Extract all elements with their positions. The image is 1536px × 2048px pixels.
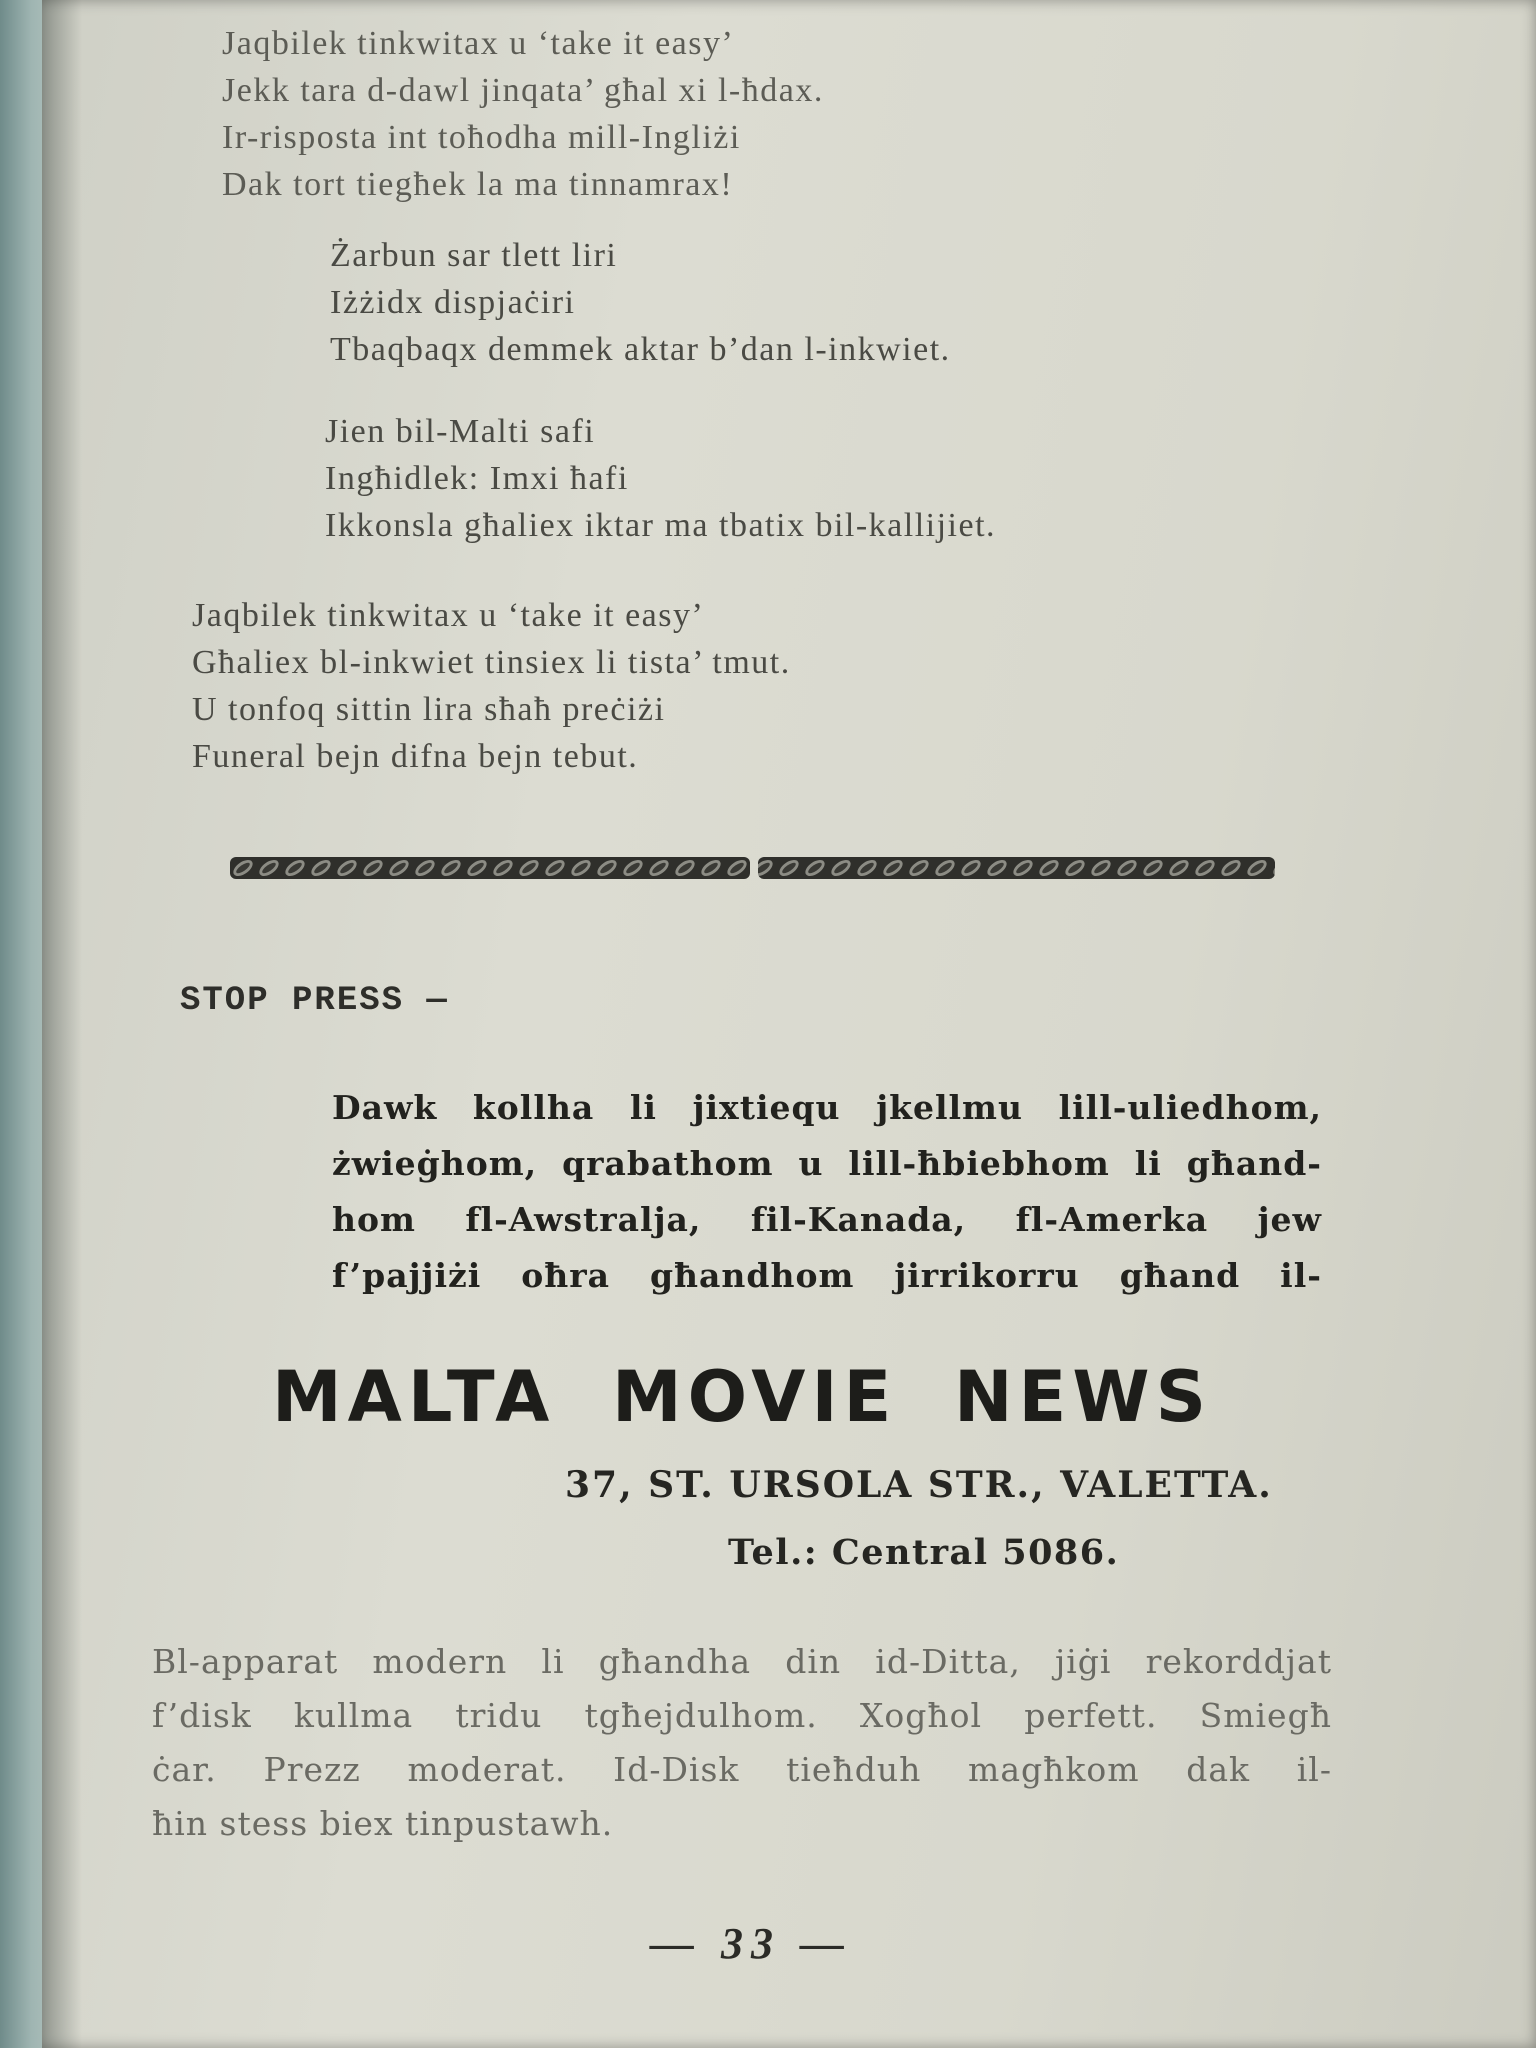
stop-press-heading: STOP PRESS — xyxy=(180,982,449,1020)
word: Dawk xyxy=(332,1088,438,1127)
advert-address: 37, ST. URSOLA STR., VALETTA. xyxy=(565,1464,1273,1506)
poem-stanza-3 xyxy=(325,408,996,549)
word: qrabathom xyxy=(562,1144,774,1183)
word: rekorddjat xyxy=(1145,1642,1332,1681)
poem-line: Ingħidlek: Imxi ħafi xyxy=(325,460,629,497)
word: tieħduh xyxy=(786,1750,922,1789)
word: għandha xyxy=(598,1642,752,1681)
stop-press-line xyxy=(332,1248,1322,1304)
page-number: — 33 — xyxy=(650,1919,852,1968)
word: moderat. xyxy=(407,1750,567,1789)
word: oħra xyxy=(521,1256,610,1295)
poem-line: Jaqbilek tinkwitax u ‘take it easy’ xyxy=(222,25,735,62)
poem-line: Ikkonsla għaliex iktar ma tbatix bil-kallijiet. xyxy=(325,507,997,544)
word: ħin stess biex tinpustawh. xyxy=(152,1804,614,1843)
word: għand- xyxy=(1186,1144,1322,1183)
poem-stanza-2 xyxy=(330,232,951,373)
word: lill-ħbiebhom xyxy=(848,1144,1110,1183)
poem-line: Tbaqbaqx demmek aktar b’dan l-inkwiet. xyxy=(330,331,951,368)
masthead-word: NEWS xyxy=(953,1356,1212,1438)
word: żwieġhom, xyxy=(332,1144,538,1183)
word: Bl-apparat xyxy=(152,1642,339,1681)
word: f’disk xyxy=(152,1696,252,1735)
word: kullma xyxy=(293,1696,414,1735)
word: dak xyxy=(1186,1750,1251,1789)
ornamental-rope-divider xyxy=(230,855,1275,881)
word: Smiegħ xyxy=(1199,1696,1332,1735)
word: u xyxy=(798,1144,824,1183)
word: jirrikorru xyxy=(894,1256,1080,1295)
poem-line: U tonfoq sittin lira sħaħ preċiżi xyxy=(192,691,666,728)
word: jixtiequ xyxy=(692,1088,841,1127)
stop-press-line xyxy=(332,1080,1322,1136)
word: il- xyxy=(1280,1256,1322,1295)
stop-press-line xyxy=(332,1136,1322,1192)
advert-line xyxy=(152,1743,1332,1797)
word: fl-Amerka xyxy=(1015,1200,1209,1239)
word: għand xyxy=(1119,1256,1241,1295)
word: ċar. xyxy=(152,1750,217,1789)
word: hom xyxy=(332,1200,416,1239)
advert-line xyxy=(152,1635,1332,1689)
word: kollha xyxy=(472,1088,595,1127)
word: jiġi xyxy=(1054,1642,1112,1681)
word: il- xyxy=(1296,1750,1332,1789)
poem-line: Dak tort tiegħek la ma tinnamrax! xyxy=(222,166,734,203)
word: f’pajjiżi xyxy=(332,1256,482,1295)
word: fil-Kanada, xyxy=(750,1200,967,1239)
poem-stanza-1 xyxy=(222,20,824,208)
stop-press-body xyxy=(332,1080,1322,1304)
word: Prezz xyxy=(263,1750,361,1789)
poem-line: Żarbun sar tlett liri xyxy=(330,237,618,274)
advert-masthead xyxy=(272,1356,1212,1438)
advert-telephone: Tel.: Central 5086. xyxy=(728,1532,1120,1573)
poem-line: Għaliex bl-inkwiet tinsiex li tista’ tmut. xyxy=(192,644,791,681)
word: Id-Disk xyxy=(613,1750,740,1789)
stop-press-line xyxy=(332,1192,1322,1248)
advert-line xyxy=(152,1689,1332,1743)
poem-line: Jaqbilek tinkwitax u ‘take it easy’ xyxy=(192,597,705,634)
word: id-Ditta, xyxy=(875,1642,1021,1681)
word: lill-uliedhom, xyxy=(1058,1088,1322,1127)
word: tridu xyxy=(455,1696,543,1735)
word: modern xyxy=(372,1642,508,1681)
word: għandhom xyxy=(649,1256,855,1295)
word: perfett. xyxy=(1024,1696,1158,1735)
poem-line: Jekk tara d-dawl jinqata’ għal xi l-ħdax. xyxy=(222,72,824,109)
advert-line xyxy=(152,1797,1332,1851)
poem-stanza-4 xyxy=(192,592,791,780)
poem-line: Jien bil-Malti safi xyxy=(325,413,596,450)
word: jkellmu xyxy=(876,1088,1023,1127)
poem-line: Iżżidx dispjaċiri xyxy=(330,284,576,321)
word: li xyxy=(1134,1144,1162,1183)
advert-body xyxy=(152,1635,1332,1851)
word: Xogħol xyxy=(859,1696,983,1735)
poem-line: Funeral bejn difna bejn tebut. xyxy=(192,738,639,775)
page-gutter-shadow xyxy=(42,0,82,2048)
word: din xyxy=(785,1642,842,1681)
word: jew xyxy=(1257,1200,1322,1239)
masthead-word: MOVIE xyxy=(611,1356,898,1438)
masthead-word: MALTA xyxy=(272,1356,556,1438)
word: fl-Awstralja, xyxy=(465,1200,702,1239)
word: li xyxy=(629,1088,657,1127)
poem-line: Ir-risposta int toħodha mill-Ingliżi xyxy=(222,119,741,156)
word: tgħejdulhom. xyxy=(584,1696,818,1735)
word: magħkom xyxy=(968,1750,1140,1789)
word: li xyxy=(541,1642,565,1681)
